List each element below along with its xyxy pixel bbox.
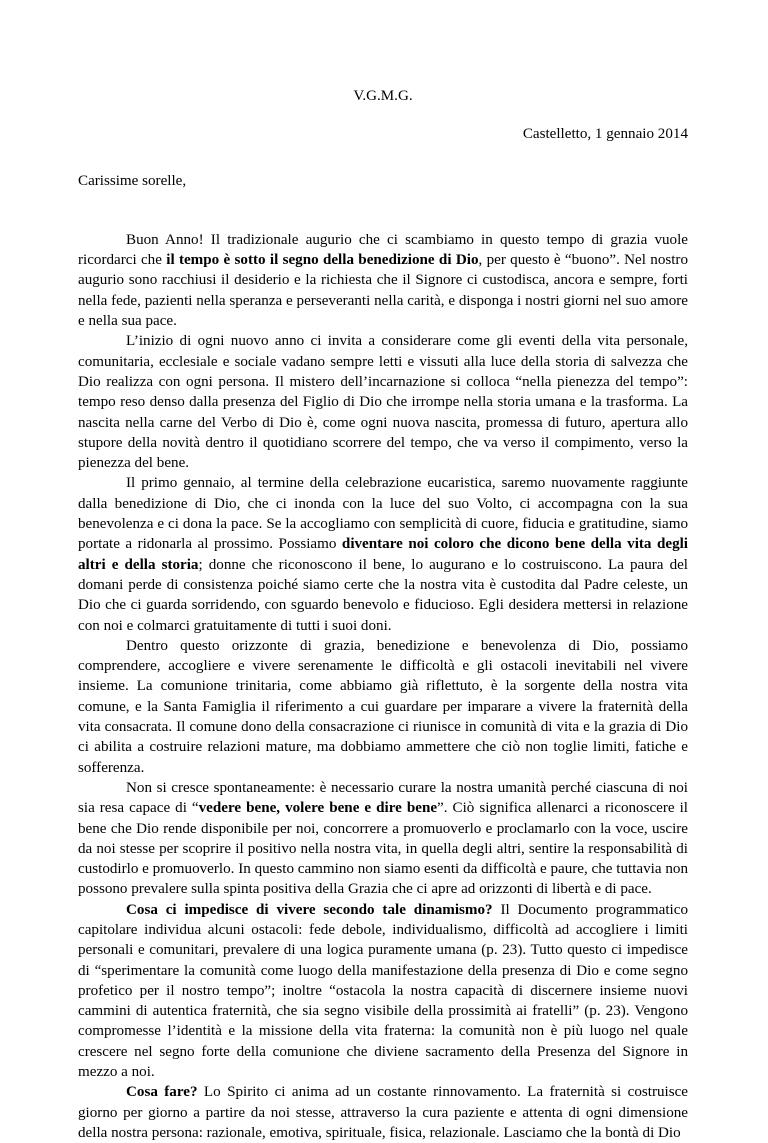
text: Lo Spirito ci anima ad un costante rinnovamento. La fraternità si costruisce giorno per giorno a partire da noi stesse, attraverso la cura paziente e attenta di ogni dimensione della nostra persona: razionale, emotiva, spirituale, fisica, relazionale. Lasciamo che la bontà di Dio [78, 1084, 688, 1141]
text: L’inizio di ogni nuovo anno ci invita a considerare come gli eventi della vita personale, comunitaria, ecclesiale e sociale vadano sempre letti e vissuti alla luce della storia di salvezza che Dio realizza con ogni persona. Il mistero dell’incarnazione si colloca “nella pienezza del tempo”: tempo reso denso dalla presenza del Figlio di Dio che irrompe nella storia umana e la trasforma. La nascita nella carne del Verbo di Dio è, come ogni nuova nascita, promessa di futuro, apertura allo stupore della novità dentro il quotidiano scorrere del tempo, che va verso il compimento, verso la pienezza del bene. [78, 333, 688, 472]
paragraph-7 [78, 1082, 688, 1143]
text: Il primo gennaio, al termine della celebrazione eucaristica, saremo nuovamente raggiunte dalla benedizione di Dio, che ci inonda con la luce del suo Volto, ci accompagna con la sua benevolenza e ci dona la pace. Se la accogliamo con semplicità di cuore, fiducia e gratitudine, siamo portate a ridonarla al prossimo. Possiamo [78, 475, 688, 553]
question-heading: Cosa fare? [126, 1084, 198, 1101]
emphasis: il tempo è sotto il segno della benedizione di Dio [166, 252, 479, 269]
letter-heading: V.G.M.G. [353, 88, 413, 104]
text: , per questo è “buono”. Nel nostro augurio sono racchiusi il desiderio e la richiesta che il Signore ci custodisca, ancora e sempre, forti nella fede, pazienti nella speranza e perseveranti nella carità, e disponga i nostri giorni nel suo amore e nella sua pace. [78, 252, 689, 330]
paragraph-6 [78, 900, 688, 1083]
salutation: Carissime sorelle, [78, 172, 187, 189]
emphasis: vedere bene, volere bene e dire bene [198, 800, 438, 817]
text: Il Documento programmatico capitolare individua alcuni ostacoli: fede debole, individualismo, difficoltà ad accogliere i limiti personali e comunitari, prevalere di una logica puramente umana (p. 23). Tutto questo ci impedisce di “sperimentare la comunità come luogo della manifestazione della presenza di Dio e come segno profetico per il nostro tempo”; inoltre “ostacola la nostra capacità di discernere insieme nuovi cammini di autentica fraternità, che sia segno visibile della prossimità ai fratelli” (p. 23). Vengono compromesse l’identità e la missione della vita fraterna: la comunità non è più luogo nel quale crescere nel segno forte della comunione che diviene sacramento della Presenza del Signore in mezzo a noi. [78, 901, 688, 1081]
text: ”. Ciò significa allenarci a riconoscere il bene che Dio rende disponibile per noi, concorrere a promuoverlo e proclamarlo con la voce, uscire da noi stesse per scoprire il positivo nella nostra vita, in quella degli altri, sentire la responsabilità di custodirlo e promuoverlo. In questo cammino non siamo esenti da difficoltà e paure, che tuttavia non possono prevalere sulla spinta positiva della Grazia che ci apre ad orizzonti di libertà e di pace. [78, 800, 688, 898]
paragraph-5 [78, 778, 688, 900]
paragraph-4 [78, 636, 688, 778]
text: ; donne che riconoscono il bene, lo augurano e lo costruiscono. La paura del domani perde di consistenza poiché siamo certe che la nostra vita è custodita dal Padre celeste, un Dio che ci guarda sorridendo, con sguardo benevolo e fiducioso. Egli desidera mettersi in relazione con noi e colmarci gratuitamente di tutti i suoi doni. [78, 556, 689, 634]
text: Dentro questo orizzonte di grazia, benedizione e benevolenza di Dio, possiamo comprendere, accogliere e vivere serenamente le difficoltà e gli ostacoli inevitabili nel vivere insieme. La comunione trinitaria, come abbiamo già riflettuto, è la sorgente della nostra vita comune, e la Santa Famiglia il riferimento a cui guardare per imparare a vivere la fraternità della vita consacrata. Il comune dono della consacrazione ci riunisce in comunità di vita e la grazia di Dio ci abilita a costruire relazioni mature, ma dobbiamo ammettere che ciò non toglie limiti, fatiche e sofferenza. [78, 637, 688, 776]
paragraph-2 [78, 331, 688, 473]
text: Buon Anno! Il tradizionale augurio che ci scambiamo in questo tempo di grazia vuole ricordarci che [78, 231, 688, 269]
paragraph-3 [78, 473, 688, 635]
text: Non si cresce spontaneamente: è necessario curare la nostra umanità perché ciascuna di noi sia resa capace di “ [78, 779, 688, 817]
emphasis: diventare noi coloro che dicono bene della vita degli altri e della storia [78, 536, 688, 573]
paragraph-1 [78, 230, 688, 331]
question-heading: Cosa ci impedisce di vivere secondo tale dinamismo? [126, 901, 493, 918]
place-and-date: Castelletto, 1 gennaio 2014 [522, 126, 688, 143]
